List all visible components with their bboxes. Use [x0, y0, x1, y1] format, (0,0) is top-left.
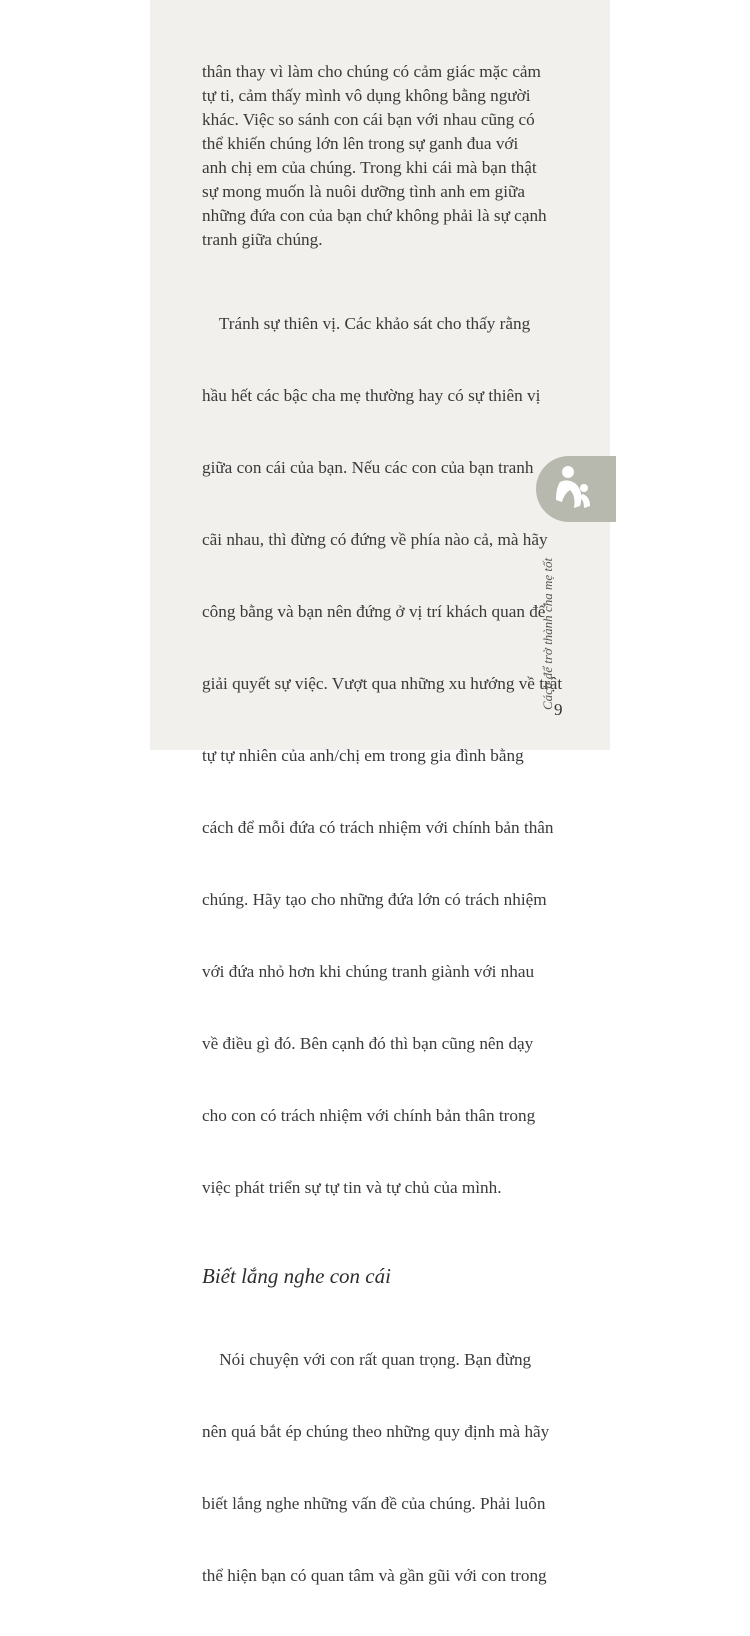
text-line: cho con có trách nhiệm với chính bản thân trong: [202, 1106, 536, 1125]
text-line: cãi nhau, thì đừng có đứng về phía nào cả, mà hãy: [202, 530, 548, 549]
text-line: cách để mỗi đứa có trách nhiệm với chính bản thân: [202, 818, 554, 837]
text-line: tranh giữa chúng.: [202, 230, 323, 249]
text-line: anh chị em của chúng. Trong khi cái mà bạn thật: [202, 158, 537, 177]
paragraph-3: [202, 1300, 550, 1636]
text-line: nên quá bắt ép chúng theo những quy định mà hãy: [202, 1422, 550, 1441]
text-line: công bằng và bạn nên đứng ở vị trí khách quan để: [202, 602, 546, 621]
text-line: sự mong muốn là nuôi dưỡng tình anh em giữa: [202, 182, 525, 201]
text-line: thể hiện bạn có quan tâm và gần gũi với con trong: [202, 1566, 547, 1585]
section-heading: Biết lắng nghe con cái: [202, 1264, 391, 1288]
text-line: Tránh sự thiên vị. Các khảo sát cho thấy rằng: [202, 314, 531, 333]
parent-child-icon: [546, 462, 598, 516]
text-line: biết lắng nghe những vấn đề của chúng. Phải luôn: [202, 1494, 546, 1513]
page-number: 9: [554, 700, 563, 719]
paragraph-gap: [202, 252, 532, 264]
text-line: tự ti, cảm thấy mình vô dụng không bằng người: [202, 86, 531, 105]
running-title: Cách để trở thành cha mẹ tốt: [540, 557, 555, 710]
text-line: chúng. Hãy tạo cho những đứa lớn có trách nhiệm: [202, 890, 547, 909]
paragraph-1: [202, 60, 547, 252]
text-line: với đứa nhỏ hơn khi chúng tranh giành với nhau: [202, 962, 535, 981]
text-line: giải quyết sự việc. Vượt qua những xu hướng về trật: [202, 674, 563, 693]
text-line: giữa con cái của bạn. Nếu các con của bạn tranh: [202, 458, 534, 477]
text-line: thân thay vì làm cho chúng có cảm giác mặc cảm: [202, 62, 541, 81]
text-line: tự tự nhiên của anh/chị em trong gia đình bằng: [202, 746, 524, 765]
text-line: thể khiến chúng lớn lên trong sự ganh đua với: [202, 134, 519, 153]
text-line: những đứa con của bạn chứ không phải là sự cạnh: [202, 206, 547, 225]
text-line: về điều gì đó. Bên cạnh đó thì bạn cũng nên dạy: [202, 1034, 534, 1053]
text-line: Nói chuyện với con rất quan trọng. Bạn đừng: [202, 1350, 532, 1369]
text-line: khác. Việc so sánh con cái bạn với nhau cũng có: [202, 110, 535, 129]
chapter-thumb-tab: [536, 456, 616, 522]
text-line: hầu hết các bậc cha mẹ thường hay có sự thiên vị: [202, 386, 541, 405]
text-line: việc phát triển sự tự tin và tự chủ của mình.: [202, 1178, 502, 1197]
